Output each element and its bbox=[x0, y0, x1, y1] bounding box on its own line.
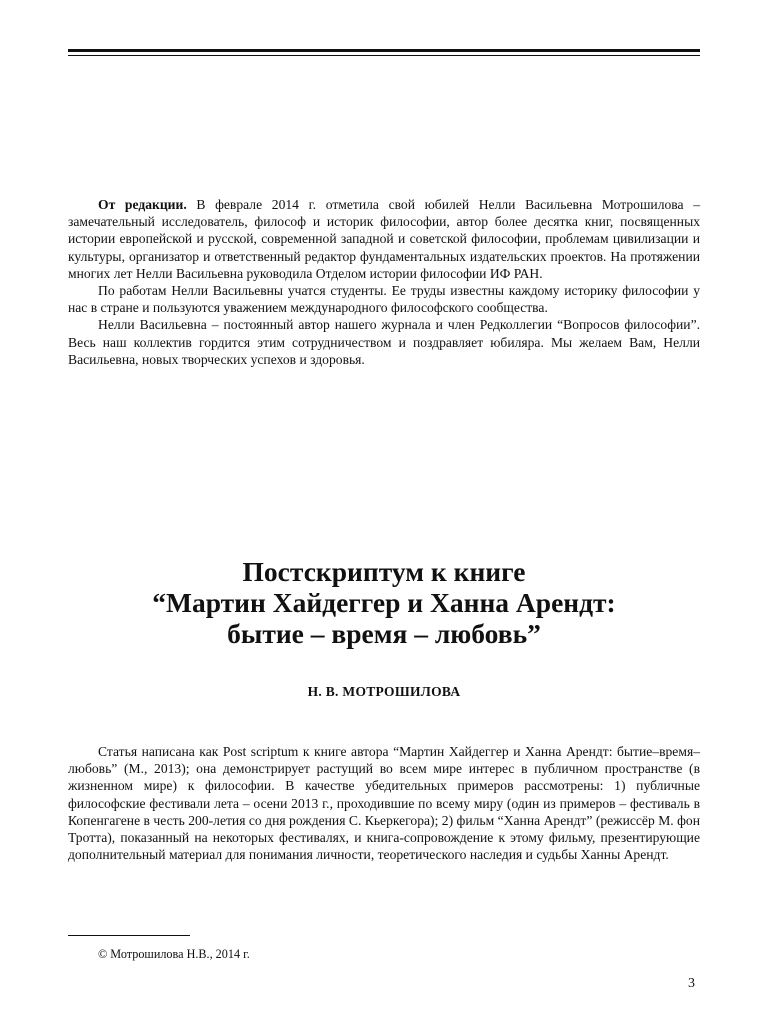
footnote-rule bbox=[68, 935, 190, 936]
page-number: 3 bbox=[688, 976, 695, 991]
article-author: Н. В. МОТРОШИЛОВА bbox=[307, 684, 461, 699]
title-line-2: “Мартин Хайдеггер и Ханна Арендт: bbox=[152, 587, 616, 618]
header-rule-thick bbox=[68, 49, 700, 52]
editorial-paragraph-2: По работам Нелли Васильевны учатся студенты. Ее труды известны каждому историку философии у нас в стране и пользуются уважением международного философского сообщества. bbox=[68, 283, 700, 316]
article-title bbox=[68, 556, 700, 649]
editorial-lead: От редакции. bbox=[98, 197, 187, 212]
copyright-footnote: © Мотрошилова Н.В., 2014 г. bbox=[98, 947, 250, 961]
article-abstract: Статья написана как Post scriptum к книге автора “Мартин Хайдеггер и Ханна Арендт: бытие–время–любовь” (М., 2013); она демонстрирует растущий во всем мире интерес в публичном пространстве (в жизненном мире) к философии. В качестве убедительных примеров рассмотрены: 1) публичные философские фестивали лета – осени 2013 г., проходившие по всему миру (один из примеров – фестиваль в Копенгагене в честь 200-летия со дня рождения С. Кьеркегора); 2) фильм “Ханна Арендт” (режиссёр М. фон Тротта), показанный на некоторых фестивалях, и книга-сопровождение к этому фильму, презентирующие дополнительный материал для понимания личности, теоретического наследия и судьбы Ханны Арендт. bbox=[68, 744, 700, 863]
editorial-paragraph-3: Нелли Васильевна – постоянный автор нашего журнала и член Редколлегии “Вопросов философии”. Весь наш коллектив гордится этим сотрудничеством и поздравляет юбиляра. Мы желаем Вам, Нелли Васильевна, новых творческих успехов и здоровья. bbox=[68, 317, 700, 367]
editorial-paragraph-1-text: В феврале 2014 г. отметила свой юбилей Нелли Васильевна Мотрошилова – замечательный исследователь, философ и историк философии, автор более десятка книг, посвященных истории европейской и русской, современной западной и советской философии, проблемам цивилизации и культуры, организатор и ответственный редактор фундаментальных издательских проектов. На протяжении многих лет Нелли Васильевна руководила Отделом истории философии ИФ РАН. bbox=[68, 197, 700, 281]
editorial-note bbox=[68, 196, 700, 368]
title-line-3: бытие – время – любовь” bbox=[227, 618, 541, 649]
title-line-1: Постскриптум к книге bbox=[242, 556, 526, 587]
header-rule-thin bbox=[68, 55, 700, 56]
editorial-paragraph-1 bbox=[68, 196, 700, 282]
